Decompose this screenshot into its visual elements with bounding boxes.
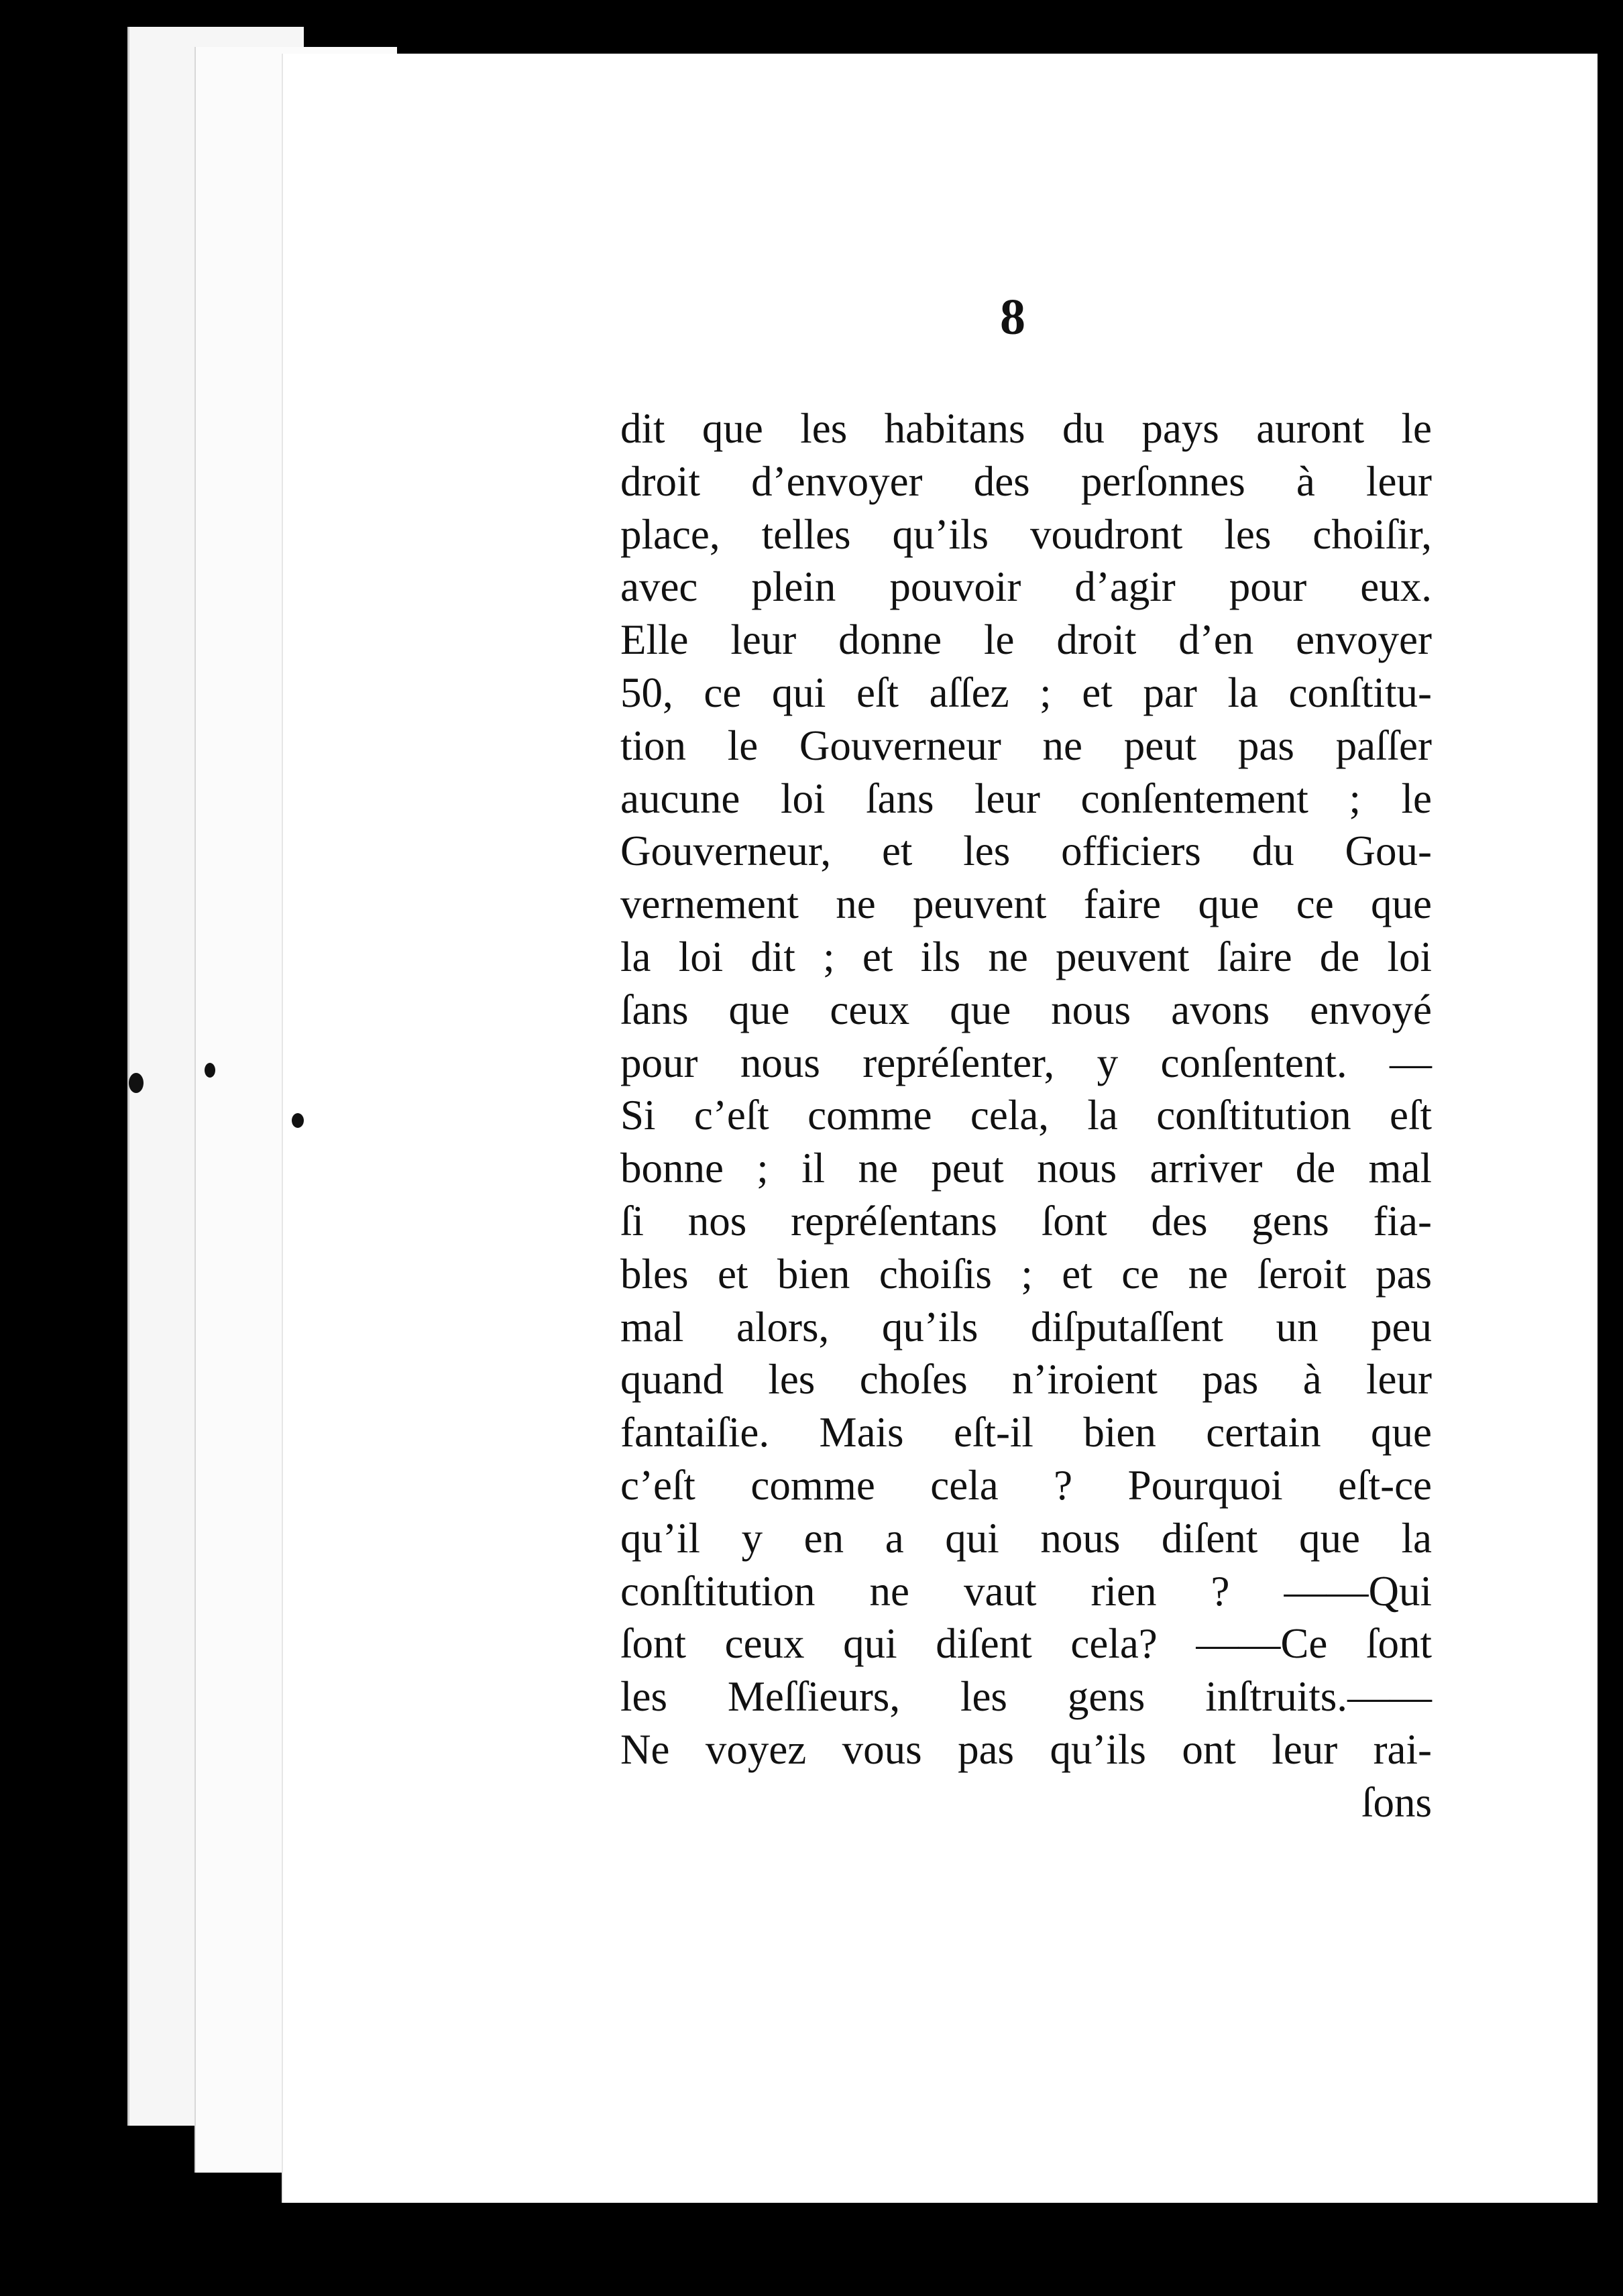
text-line: avec plein pouvoir d’agir pour eux. <box>620 563 1432 611</box>
catchword: ſons <box>1361 1778 1432 1826</box>
text-line: Si c’eſt comme cela, la conſtitution eſt <box>620 1092 1432 1139</box>
text-line: dit que les habitans du pays auront le <box>620 405 1432 452</box>
body-text <box>620 402 1432 1829</box>
text-line: place, telles qu’ils voudront les choiſir, <box>620 510 1432 558</box>
text-line: fantaiſie. Mais eſt-il bien certain que <box>620 1409 1432 1456</box>
text-line: bonne ; il ne peut nous arriver de mal <box>620 1145 1432 1192</box>
page-number: 8 <box>1000 289 1025 345</box>
margin-spot <box>129 1073 144 1093</box>
text-line: quand les choſes n’iroient pas à leur <box>620 1356 1432 1403</box>
text-line: Ne voyez vous pas qu’ils ont leur rai- <box>620 1725 1432 1773</box>
text-line: tion le Gouverneur ne peut pas paſſer <box>620 722 1432 769</box>
text-line: bles et bien choiſis ; et ce ne ſeroit pas <box>620 1250 1432 1298</box>
text-line: vernement ne peuvent faire que ce que <box>620 880 1432 928</box>
text-line: c’eſt comme cela ? Pourquoi eſt-ce <box>620 1461 1432 1509</box>
text-line: pour nous repréſenter, y conſentent. — <box>620 1039 1432 1086</box>
text-line: Elle leur donne le droit d’en envoyer <box>620 616 1432 664</box>
text-line: ſans que ceux que nous avons envoyé <box>620 986 1432 1033</box>
margin-spot <box>292 1113 304 1128</box>
text-line: ſont ceux qui diſent cela? ——Ce ſont <box>620 1620 1432 1668</box>
text-line: la loi dit ; et ils ne peuvent ſaire de loi <box>620 933 1432 980</box>
text-line: Gouverneur, et les officiers du Gou- <box>620 827 1432 875</box>
text-line: 50, ce qui eſt aſſez ; et par la conſtitu- <box>620 669 1432 716</box>
text-line: mal alors, qu’ils diſputaſſent un peu <box>620 1303 1432 1351</box>
text-line: qu’il y en a qui nous diſent que la <box>620 1514 1432 1562</box>
text-line: les Meſſieurs, les gens inſtruits.—— <box>620 1673 1432 1721</box>
text-line: conſtitution ne vaut rien ? ——Qui <box>620 1567 1432 1615</box>
margin-spot <box>205 1063 215 1078</box>
text-line: ſi nos repréſentans ſont des gens fia- <box>620 1197 1432 1245</box>
text-line: droit d’envoyer des perſonnes à leur <box>620 457 1432 505</box>
text-line: aucune loi ſans leur conſentement ; le <box>620 774 1432 822</box>
